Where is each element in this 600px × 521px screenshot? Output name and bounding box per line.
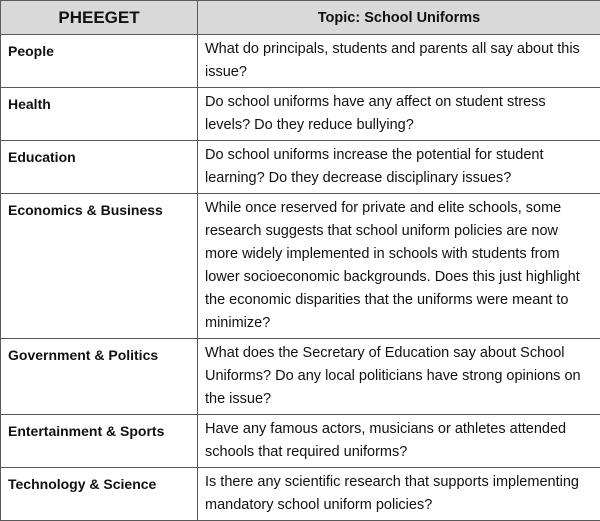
category-cell: People (1, 35, 198, 88)
category-cell: Health (1, 88, 198, 141)
table-row-technology-science (1, 468, 600, 521)
table-row-education (1, 141, 600, 194)
category-cell: Education (1, 141, 198, 194)
table-row-government-politics (1, 339, 600, 415)
table-row-health (1, 88, 600, 141)
header-row (1, 1, 600, 35)
description-cell: Is there any scientific research that supports implementing mandatory school uniform policies? (198, 468, 600, 521)
description-cell: What does the Secretary of Education say about School Uniforms? Do any local politicians have strong opinions on the issue? (198, 339, 600, 415)
description-cell: What do principals, students and parents all say about this issue? (198, 35, 600, 88)
description-cell: Have any famous actors, musicians or athletes attended schools that required uniforms? (198, 415, 600, 468)
category-cell: Government & Politics (1, 339, 198, 415)
table-body (1, 35, 600, 521)
description-cell: Do school uniforms increase the potential for student learning? Do they decrease disciplinary issues? (198, 141, 600, 194)
table-row-entertainment-sports (1, 415, 600, 468)
topic-column-header: Topic: School Uniforms (198, 1, 600, 35)
table-row-people (1, 35, 600, 88)
table-row-economics-business (1, 194, 600, 339)
description-cell: Do school uniforms have any affect on student stress levels? Do they reduce bullying? (198, 88, 600, 141)
category-cell: Entertainment & Sports (1, 415, 198, 468)
category-column-header: PHEEGET (1, 1, 198, 35)
description-cell: While once reserved for private and elite schools, some research suggests that school uniform policies are now more widely implemented in schools with students from lower socioeconomic backgrounds. Does this just highlight the economic disparities that the uniforms were meant to minimize? (198, 194, 600, 339)
category-cell: Economics & Business (1, 194, 198, 339)
table-header (1, 1, 600, 35)
category-cell: Technology & Science (1, 468, 198, 521)
